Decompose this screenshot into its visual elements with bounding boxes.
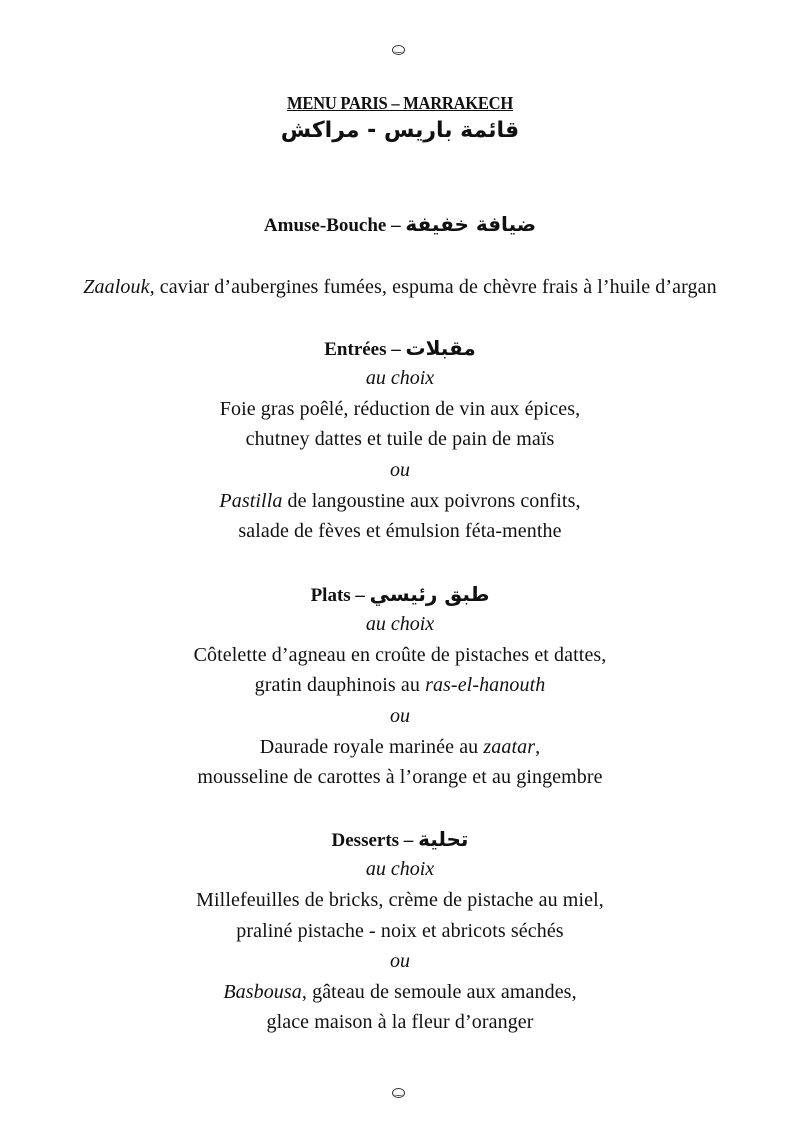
- plat-option1-line2: [0, 674, 800, 697]
- plat-option1-line1: Côtelette d’agneau en croûte de pistaches et dattes,: [193, 644, 607, 666]
- dish-amuse-bouche: [0, 276, 800, 299]
- heading-french: Amuse-Bouche –: [263, 215, 406, 236]
- choice-label-entrees: au choix: [365, 367, 435, 389]
- entree-option1-line2: chutney dattes et tuile de pain de maïs: [245, 428, 555, 450]
- punctuation: ,: [535, 736, 541, 758]
- dish-description: , caviar d’aubergines fumées, espuma de chèvre frais à l’huile d’argan: [149, 276, 717, 298]
- dessert-option1-line2: praliné pistache - noix et abricots séchés: [236, 920, 564, 942]
- heading-arabic: ضيافة خفيفة: [405, 212, 537, 236]
- dish-description: Daurade royale marinée au: [259, 736, 484, 758]
- dish-name-italic: Pastilla: [219, 490, 283, 512]
- plat-option2-line1: [0, 736, 800, 759]
- heading-french: Desserts –: [331, 830, 419, 851]
- heading-french: Plats –: [310, 585, 370, 606]
- plat-option2-line2: mousseline de carottes à l’orange et au gingembre: [197, 766, 603, 788]
- dish-description: gratin dauphinois au: [254, 674, 426, 696]
- heading-arabic: تحلية: [418, 827, 469, 851]
- dish-description: , gâteau de semoule aux amandes,: [301, 981, 577, 1003]
- heading-arabic: مقبلات: [405, 336, 476, 360]
- choice-label-plats: au choix: [365, 613, 435, 635]
- section-heading-desserts: [0, 827, 800, 852]
- dessert-option2-line2: glace maison à la fleur d’oranger: [266, 1011, 534, 1033]
- dessert-option1-line1: Millefeuilles de bricks, crème de pistache au miel,: [196, 889, 604, 911]
- entree-option2-line2: salade de fèves et émulsion féta-menthe: [238, 520, 562, 542]
- spice-italic: ras-el-hanouth: [425, 674, 546, 696]
- ornament-icon-top: [392, 45, 405, 55]
- separator-ou: ou: [390, 705, 410, 727]
- heading-french: Entrées –: [324, 339, 406, 360]
- ornament-icon-bottom: [392, 1088, 405, 1098]
- menu-title-arabic: قائمة باريس - مراكش: [280, 118, 520, 143]
- dish-name-italic: Zaalouk: [83, 276, 150, 298]
- separator-ou: ou: [390, 459, 410, 481]
- separator-ou: ou: [390, 950, 410, 972]
- entree-option1-line1: Foie gras poêlé, réduction de vin aux épices,: [219, 398, 581, 420]
- choice-label-desserts: au choix: [365, 858, 435, 880]
- section-heading-entrees: [0, 336, 800, 361]
- heading-arabic: طبق رئيسي: [369, 582, 490, 606]
- entree-option2-line1: [0, 490, 800, 513]
- dish-name-italic: Basbousa: [223, 981, 302, 1003]
- section-heading-plats: [0, 582, 800, 607]
- dessert-option2-line1: [0, 981, 800, 1004]
- menu-title-french: MENU PARIS – MARRAKECH: [287, 93, 513, 113]
- section-heading-amuse-bouche: [0, 212, 800, 237]
- dish-description: de langoustine aux poivrons confits,: [282, 490, 581, 512]
- spice-italic: zaatar: [483, 736, 536, 758]
